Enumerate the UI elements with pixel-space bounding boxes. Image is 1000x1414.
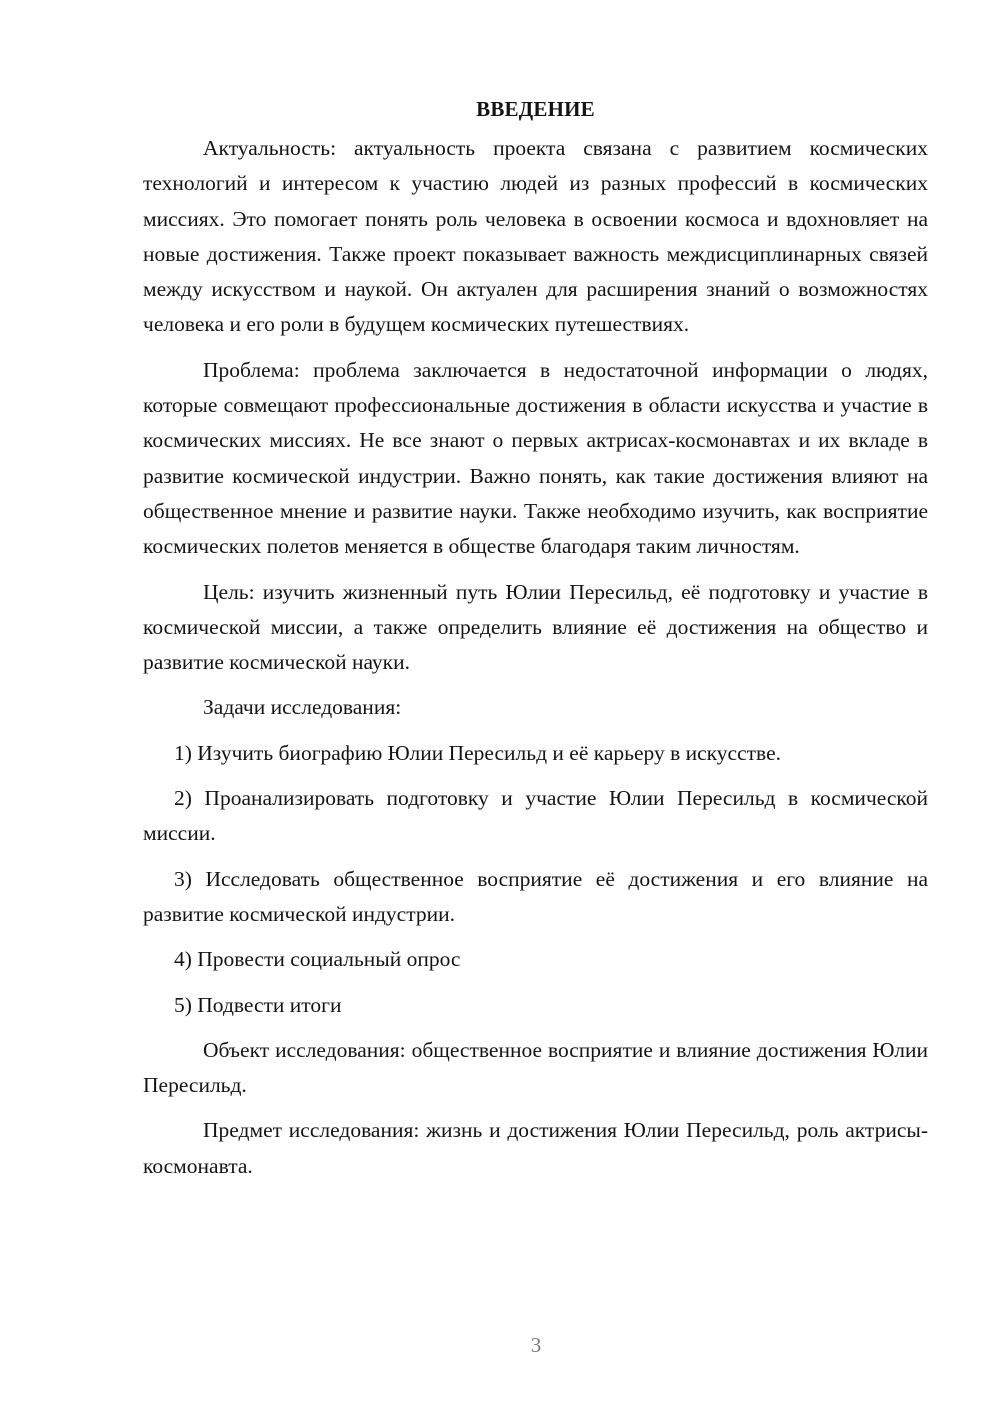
task-item-1: 1) Изучить биографию Юлии Пересильд и её карьеру в искусстве. xyxy=(174,740,781,765)
task-item-4: 4) Провести социальный опрос xyxy=(174,947,461,972)
task-item-2: 2) Проанализировать подготовку и участие Юлии Пересильд в космической миссии. xyxy=(143,786,928,846)
goal-paragraph: Цель: изучить жизненный путь Юлии Пересильд, её подготовку и участие в космической миссии, а также определить влияние её достижения на общество и развитие космической науки. xyxy=(143,579,928,675)
subject-paragraph: Предмет исследования: жизнь и достижения Юлии Пересильд, роль актрисы-космонавта. xyxy=(143,1118,928,1178)
object-paragraph: Объект исследования: общественное восприятие и влияние достижения Юлии Пересильд. xyxy=(143,1037,928,1098)
tasks-heading: Задачи исследования: xyxy=(203,695,402,720)
relevance-paragraph: Актуальность: актуальность проекта связана с развитием космических технологий и интересом к участию людей из разных профессий в космических миссиях. Это помогает понять роль человека в освоении космоса и вдохновляет на новые достижения. Также проект показывает важность междисциплинарных связей между искусством и наукой. Он актуален для расширения знаний о возможностях человека и его роли в будущем космических путешествиях. xyxy=(143,136,928,337)
page-number: 3 xyxy=(530,1333,542,1357)
document-page xyxy=(143,92,928,1194)
section-title: ВВЕДЕНИЕ xyxy=(476,97,595,121)
task-item-5: 5) Подвести итоги xyxy=(174,992,342,1017)
task-item-3: 3) Исследовать общественное восприятие её достижения и его влияние на развитие космической индустрии. xyxy=(143,866,928,926)
problem-paragraph: Проблема: проблема заключается в недостаточной информации о людях, которые совмещают профессиональные достижения в области искусства и участие в космических миссиях. Не все знают о первых актрисах-космонавтах и их вкладе в развитие космической индустрии. Важно понять, как такие достижения влияют на общественное мнение и развитие науки. Также необходимо изучить, как восприятие космических полетов меняется в обществе благодаря таким личностям. xyxy=(143,357,928,559)
